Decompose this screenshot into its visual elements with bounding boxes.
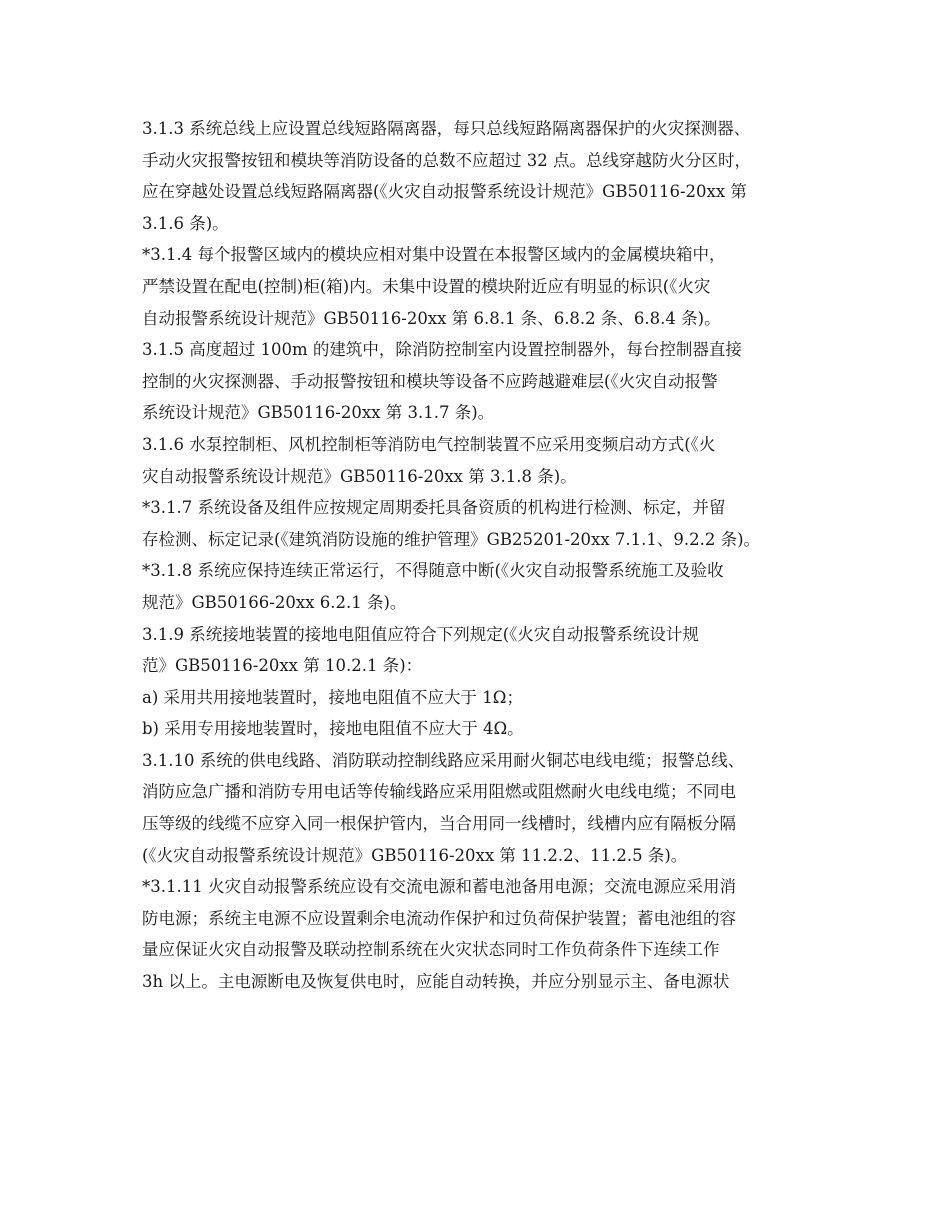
text-line: 规范》GB50166-20xx 6.2.1 条)。 bbox=[142, 592, 407, 612]
text-line: *3.1.11 火灾自动报警系统应设有交流电源和蓄电池备用电源；交流电源应采用消 bbox=[142, 877, 736, 897]
text-line: 3.1.6 水泵控制柜、风机控制柜等消防电气控制装置不应采用变频启动方式(《火 bbox=[142, 434, 716, 454]
text-line: 控制的火灾探测器、手动报警按钮和模块等设备不应跨越避难层(《火灾自动报警 bbox=[142, 371, 718, 391]
text-line: 3.1.10 系统的供电线路、消防联动控制线路应采用耐火铜芯电线电缆；报警总线、 bbox=[142, 750, 745, 770]
text-line: 3.1.9 系统接地装置的接地电阻值应符合下列规定(《火灾自动报警系统设计规 bbox=[142, 624, 699, 644]
text-line: 量应保证火灾自动报警及联动控制系统在火灾状态同时工作负荷条件下连续工作 bbox=[142, 940, 720, 960]
text-line: 存检测、标定记录(《建筑消防设施的维护管理》GB25201-20xx 7.1.1、9.2.2 条)。 bbox=[142, 529, 761, 549]
text-line: 灾自动报警系统设计规范》GB50116-20xx 第 3.1.8 条)。 bbox=[142, 466, 577, 486]
text-line: (《火灾自动报警系统设计规范》GB50116-20xx 第 11.2.2、11.2.5 条)。 bbox=[142, 845, 688, 865]
text-line: 范》GB50116-20xx 第 10.2.1 条)： bbox=[142, 656, 423, 676]
text-line: b) 采用专用接地装置时，接地电阻值不应大于 4Ω。 bbox=[142, 719, 524, 739]
text-line: 应在穿越处设置总线短路隔离器(《火灾自动报警系统设计规范》GB50116-20xx 第 bbox=[142, 182, 747, 202]
text-line: *3.1.8 系统应保持连续正常运行，不得随意中断(《火灾自动报警系统施工及验收 bbox=[142, 561, 724, 581]
text-line: 手动火灾报警按钮和模块等消防设备的总数不应超过 32 点。总线穿越防火分区时， bbox=[142, 150, 751, 170]
document-body bbox=[142, 113, 814, 998]
text-line: 3.1.5 高度超过 100m 的建筑中，除消防控制室内设置控制器外，每台控制器直接 bbox=[142, 340, 742, 360]
text-line: 自动报警系统设计规范》GB50116-20xx 第 6.8.1 条、6.8.2 条、6.8.4 条)。 bbox=[142, 308, 721, 328]
text-line: 3.1.3 系统总线上应设置总线短路隔离器，每只总线短路隔离器保护的火灾探测器、 bbox=[142, 119, 751, 138]
text-line: 消防应急广播和消防专用电话等传输线路应采用阻燃或阻燃耐火电线电缆；不同电 bbox=[142, 782, 736, 802]
text-line: a) 采用共用接地装置时，接地电阻值不应大于 1Ω； bbox=[142, 687, 523, 707]
text-line: 压等级的线缆不应穿入同一根保护管内，当合用同一线槽时，线槽内应有隔板分隔 bbox=[142, 814, 736, 834]
text-line: 3h 以上。主电源断电及恢复供电时，应能自动转换，并应分别显示主、备电源状 bbox=[142, 972, 730, 992]
text-line: 3.1.6 条)。 bbox=[142, 213, 229, 233]
text-line: *3.1.7 系统设备及组件应按规定周期委托具备资质的机构进行检测、标定，并留 bbox=[142, 498, 726, 518]
text-line: *3.1.4 每个报警区域内的模块应相对集中设置在本报警区域内的金属模块箱中， bbox=[142, 245, 726, 265]
text-line: 防电源；系统主电源不应设置剩余电流动作保护和过负荷保护装置；蓄电池组的容 bbox=[142, 908, 736, 928]
text-line: 严禁设置在配电(控制)柜(箱)内。未集中设置的模块附近应有明显的标识(《火灾 bbox=[142, 276, 711, 296]
text-line: 系统设计规范》GB50116-20xx 第 3.1.7 条)。 bbox=[142, 403, 495, 423]
